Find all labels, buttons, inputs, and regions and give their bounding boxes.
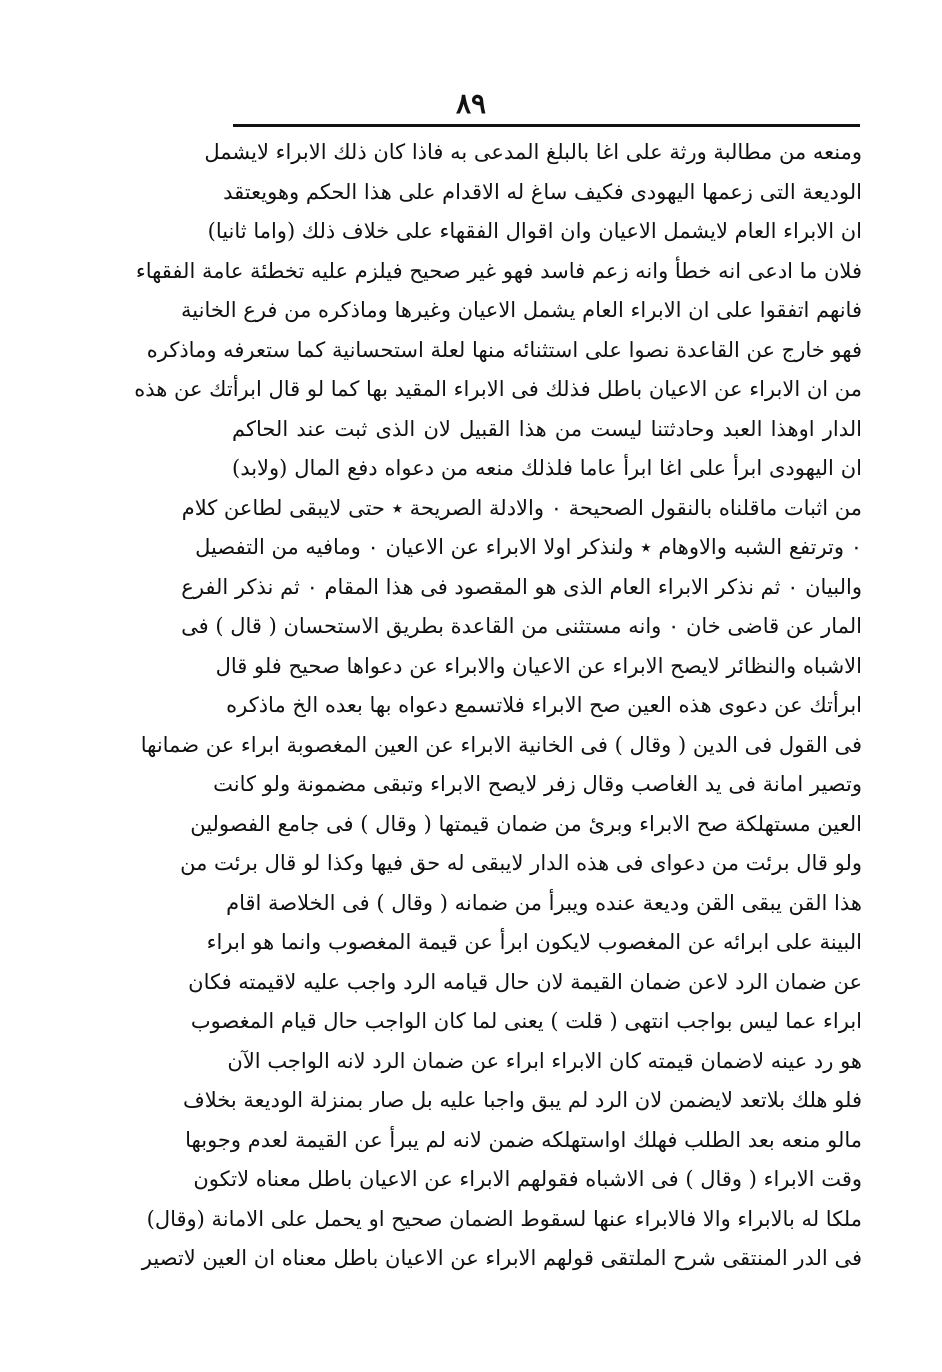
text-line: ومنعه من مطالبة ورثة على اغا بالبلغ المدعى به فاذا كان ذلك الابراء لايشمل: [204, 140, 862, 164]
text-line: ولو قال برئت من دعواى فى هذه الدار لايبقى له حق فيها وكذا لو قال برئت من: [180, 851, 862, 875]
text-line: ٠ وترتفع الشبه والاوهام ٭ ولنذكر اولا الابراء عن الاعيان ٠ ومافيه من التفصيل: [195, 535, 862, 559]
page-number: ٨٩: [455, 87, 487, 120]
text-line: هذا القن يبقى القن وديعة عنده ويبرأ من ضمانه ( وقال ) فى الخلاصة اقام: [226, 890, 862, 915]
text-line: البينة على ابرائه عن المغصوب لايكون ابرأ عن قيمة المغصوب وانما هو ابراء: [206, 930, 862, 954]
text-line: فانهم اتفقوا على ان الابراء العام يشمل الاعيان وغيرها وماذكره من فرع الخانية: [181, 298, 862, 322]
text-line: الاشباه والنظائر لايصح الابراء عن الاعيان والابراء عن دعواها صحيح فلو قال: [215, 653, 862, 678]
text-line: فلو هلك بلاتعد لايضمن لان الرد لم يبق واجبا عليه بل صار بمنزلة الوديعة بخلاف: [182, 1088, 862, 1112]
text-line: ان الابراء العام لايشمل الاعيان وان اقوال الفقهاء على خلاف ذلك (واما ثانيا): [207, 219, 862, 243]
text-line: ملكا له بالابراء والا فالابراء عنها لسقوط الضمان صحيح او يحمل على الامانة (وقال): [146, 1206, 862, 1231]
text-line: ابرأتك عن دعوى هذه العين صح الابراء فلاتسمع دعواه بها بعده الخ ماذكره: [226, 693, 862, 717]
text-line: من اثبات ماقلناه بالنقول الصحيحة ٠ والادلة الصريحة ٭ حتى لايبقى لطاعن كلام: [181, 495, 862, 520]
header-rule: [233, 124, 860, 127]
text-line: مالو منعه بعد الطلب فهلك اواستهلكه ضمن لانه لم يبرأ عن القيمة لعدم وجوبها: [185, 1127, 862, 1152]
text-line: الوديعة التى زعمها اليهودى فكيف ساغ له الاقدام على هذا الحكم وهويعتقد: [223, 179, 862, 204]
text-line: من ان الابراء عن الاعيان باطل فذلك فى الابراء المقيد بها كما لو قال ابرأتك عن هذه: [134, 377, 862, 401]
text-line: ابراء عما ليس بواجب انتهى ( قلت ) يعنى لما كان الواجب حال قيام المغصوب: [190, 1009, 862, 1033]
text-line: وقت الابراء ( وقال ) فى الاشباه فقولهم الابراء عن الاعيان باطل معناه لاتكون: [193, 1167, 862, 1191]
text-line: الدار اوهذا العبد وحادثتنا ليست من هذا القبيل لان الذى ثبت عند الحاكم: [232, 416, 862, 441]
text-line: والبيان ٠ ثم نذكر الابراء العام الذى هو المقصود فى هذا المقام ٠ ثم نذكر الفرع: [181, 574, 862, 599]
text-line: عن ضمان الرد لاعن ضمان القيمة لان حال قيامه الرد واجب عليه لاقيمته فكان: [188, 969, 862, 994]
text-line: فى الدر المنتقى شرح الملتقى قولهم الابراء عن الاعيان باطل معناه ان العين لاتصير: [141, 1246, 862, 1270]
text-line: فلان ما ادعى انه خطأ وانه زعم فاسد فهو غير صحيح فيلزم عليه تخطئة عامة الفقهاء: [135, 258, 862, 283]
text-line: المار عن قاضى خان ٠ وانه مستثنى من القاعدة بطريق الاستحسان ( قال ) فى: [181, 614, 862, 638]
text-line: فى القول فى الدين ( وقال ) فى الخانية الابراء عن العين المغصوبة ابراء عن ضمانها: [140, 732, 862, 757]
text-line: هو رد عينه لاضمان قيمته كان الابراء ابراء عن ضمان الرد لانه الواجب الآن: [227, 1048, 862, 1073]
text-line: وتصير امانة فى يد الغاصب وقال زفر لايصح الابراء وتبقى مضمونة ولو كانت: [213, 772, 862, 796]
text-line: فهو خارج عن القاعدة نصوا على استثنائه منها لعلة استحسانية كما ستعرفه وماذكره: [146, 337, 862, 362]
text-line: العين مستهلكة صح الابراء وبرئ من ضمان قيمتها ( وقال ) فى جامع الفصولين: [190, 811, 862, 836]
body-text: [134, 133, 862, 1279]
text-line: ان اليهودى ابرأ على اغا ابرأ عاما فلذلك منعه من دعواه دفع المال (ولابد): [232, 456, 862, 480]
